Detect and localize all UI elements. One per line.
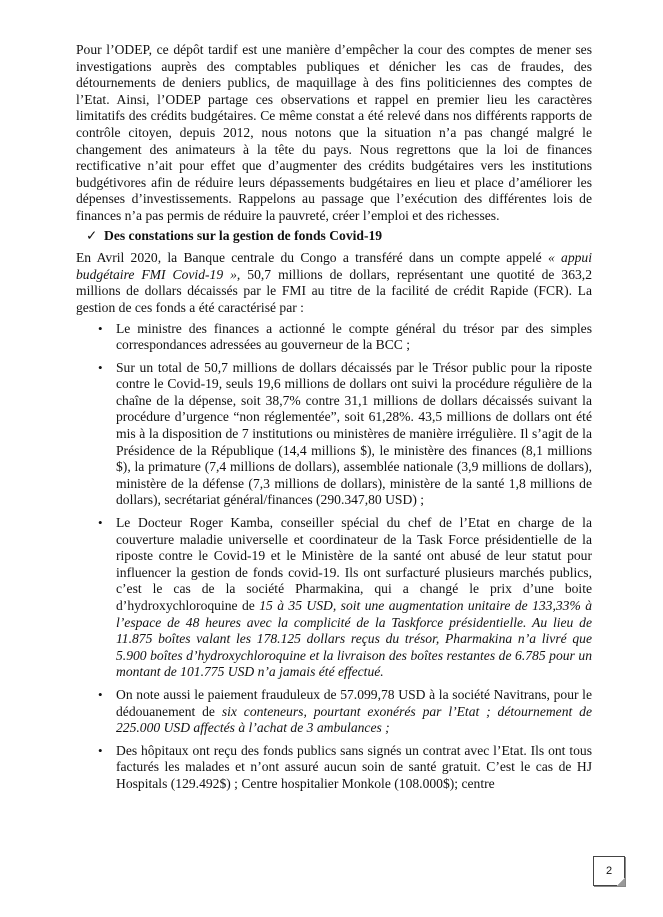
list-item-text: On note aussi le paiement frauduleux de 57.099,78 USD à la société Navitrans, pour le dédouanement de: [116, 686, 592, 719]
list-item-text: Des hôpitaux ont reçu des fonds publics sans signés un contrat avec l’Etat. Ils ont tous facturés les malades et n’ont assuré aucun soin de santé gratuit. C’est le cas de HJ Hospitals (129.492$) ; Centre hospitalier Monkole (108.000$); centre: [116, 742, 592, 791]
list-item: [76, 687, 592, 737]
page-number: 2: [605, 865, 613, 877]
bullet-icon: •: [98, 515, 103, 531]
bullet-icon: •: [98, 320, 103, 336]
section-title: Des constations sur la gestion de fonds Covid-19: [104, 227, 383, 243]
list-item-italic: 15 à 35 USD, soit une augmentation unitaire de 133,33% à l’espace de 48 heures avec la complicité de la Taskforce présidentielle. Au lieu de 11.875 boîtes valant les 178.125 dollars reçus du trésor, Pharmakina n’a livré que 5.900 boîtes d’hydroxychloroquine et la livraison des boîtes restantes de 6.785 pour un montant de 101.775 USD n’a jamais été effectué.: [116, 598, 592, 680]
list-item-text: Le Docteur Roger Kamba, conseiller spécial du chef de l’Etat en charge de la couverture maladie universelle et coordinateur de la Task Force présidentielle de la riposte contre le Covid-19 et le Ministère de la santé ont abusé de leur statut pour influencer la gestion de fonds covid-19. Ils ont surfacturé plusieurs marchés publics, c’est le cas de la société Pharmakina, qui a changé le prix d’une boite d’hydroxychloroquine de: [116, 515, 592, 613]
intro-paragraph: Pour l’ODEP, ce dépôt tardif est une manière d’empêcher la cour des comptes de mener ses investigations auprès des comptables publiques et dénicher les cas de fraudes, des détournements de deniers publics, de maquillage à des fins politiciennes des comptes de l’Etat. Ainsi, l’ODEP partage ces observations et rappel en premier lieu les caractères limitatifs des crédits budgétaires. Ce même constat a été relevé dans nos différents rapports de contrôle citoyen, depuis 2012, nous notons que la situation n’a pas changé malgré le changement des animateurs à la tête du pays. Nous regrettons que la loi de finances rectificative n’ait pour effet que d’augmenter des crédits budgétaires vers les institutions budgétivores afin de réduire leurs dépassements budgétaires en lieu et place d’améliorer les dépenses d’investissements. Rappelons au passage que l’exécution des différentes lois de finances n’a pas permis de réduire la pauvreté, créer l’emploi et des richesses.: [76, 42, 592, 223]
bullet-icon: •: [98, 359, 103, 375]
bullet-icon: •: [98, 742, 103, 758]
section-paragraph-text-2: , 50,7 millions de dollars, représentant une quotité de 363,2 millions de dollars décaissés par le FMI au titre de la facilité de crédit Rapide (FCR). La gestion de ces fonds a été caractérisé par :: [76, 266, 592, 315]
section-paragraph: [76, 250, 592, 316]
list-item-text: Le ministre des finances a actionné le compte général du trésor par des simples correspondances adressées au gouverneur de la BCC ;: [116, 320, 592, 353]
checkmark-icon: ✓: [86, 227, 98, 243]
list-item-italic: six conteneurs, pourtant exonérés par l’Etat ; détournement de 225.000 USD affectés à l’achat de 3 ambulances ;: [116, 703, 592, 736]
list-item: [76, 743, 592, 793]
page-curl-icon: [617, 878, 625, 886]
section-paragraph-text-1: En Avril 2020, la Banque centrale du Congo a transféré dans un compte appelé: [76, 250, 548, 266]
list-item: [76, 321, 592, 354]
list-item-text: Sur un total de 50,7 millions de dollars décaissés par le Trésor public pour la riposte contre le Covid-19, seuls 19,6 millions de dollars ont suivi la procédure régulière de la chaîne de la dépense, soit 38,7% contre 31,1 millions de dollars décaissés suivant la procédure d’urgence “non réglementée”, soit 61,28%. 43,5 millions de dollars ont été mis à la disposition de 7 institutions ou ministères de manière irrégulière. Il s’agit de la Présidence de la République (14,4 millions $), le ministère des finances (8,1 millions $), la primature (7,4 millions de dollars), assemblée nationale (3,9 millions de dollars), ministère de la défense (7,3 millions de dollars), ministère de la santé 1,8 millions de dollars), secrétariat général/finances (290.347,80 USD) ;: [116, 359, 592, 508]
list-item: [76, 360, 592, 509]
list-item: [76, 515, 592, 681]
page-number-box: [593, 856, 625, 886]
page-content: [76, 42, 592, 799]
section-heading: [76, 228, 592, 245]
section-paragraph-italic: « appui budgétaire FMI Covid-19 »: [76, 250, 592, 282]
bullet-icon: •: [98, 686, 103, 702]
bullet-list: [76, 321, 592, 793]
